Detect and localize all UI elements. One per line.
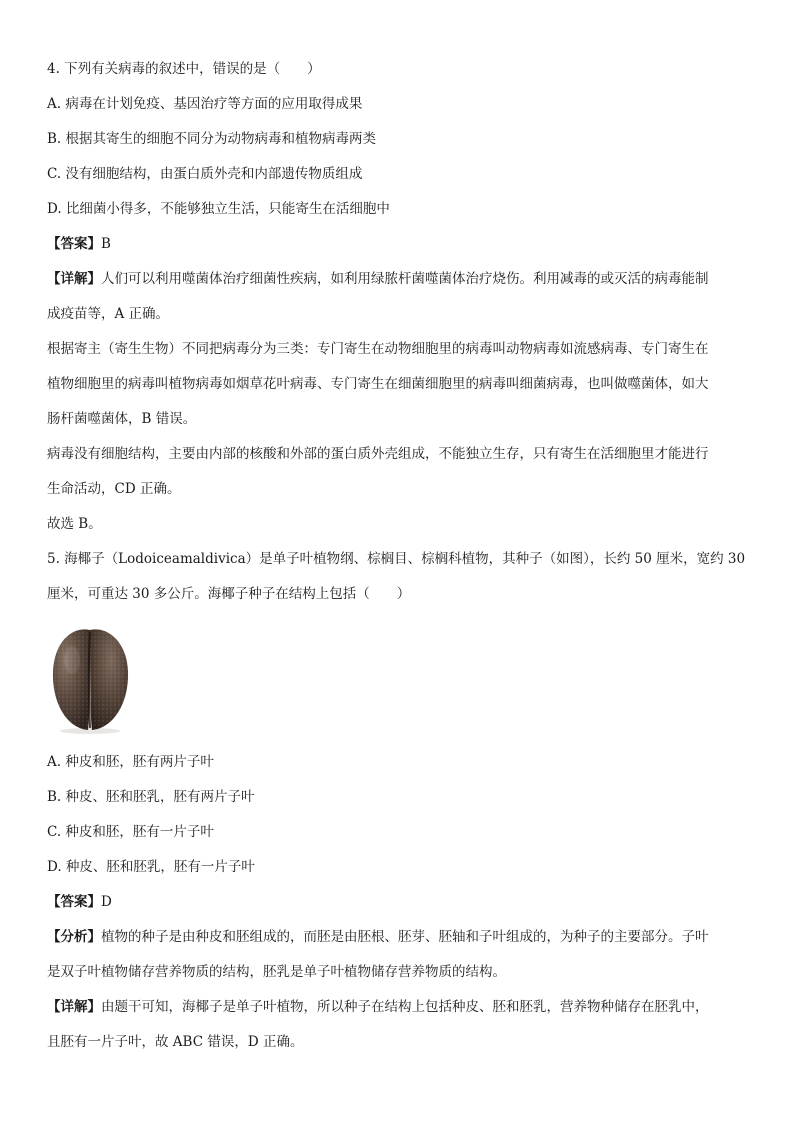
q5-option-a: A. 种皮和胚，胚有两片子叶 — [47, 754, 214, 770]
q4-detail-text-1: 人们可以利用噬菌体治疗细菌性疾病，如利用绿脓杆菌噬菌体治疗烧伤。利用减毒的或灭活的病毒能制 — [101, 271, 709, 287]
q5-stem-line-2: 厘米，可重达 30 多公斤。海椰子种子在结构上包括（ ） — [47, 586, 411, 602]
q5-detail-line-2: 且胚有一片子叶，故 ABC 错误，D 正确。 — [47, 1034, 304, 1050]
q4-detail-line-4: 植物细胞里的病毒叫植物病毒如烟草花叶病毒、专门寄生在细菌细胞里的病毒叫细菌病毒，也叫做噬菌体，如大 — [47, 376, 709, 392]
q5-analysis-tag: 【分析】 — [47, 929, 101, 945]
q4-detail-line-6: 病毒没有细胞结构，主要由内部的核酸和外部的蛋白质外壳组成，不能独立生存，只有寄生在活细胞里才能进行 — [47, 446, 709, 462]
q4-stem: 4. 下列有关病毒的叙述中，错误的是（ ） — [47, 61, 321, 77]
q4-answer-tag: 【答案】 — [47, 236, 101, 252]
q4-detail-line-1 — [47, 262, 747, 297]
q4-conclusion: 故选 B。 — [47, 516, 102, 532]
q5-analysis-text-1: 植物的种子是由种皮和胚组成的，而胚是由胚根、胚芽、胚轴和子叶组成的，为种子的主要部分。子叶 — [101, 929, 709, 945]
q4-option-a: A. 病毒在计划免疫、基因治疗等方面的应用取得成果 — [47, 96, 363, 112]
q4-option-c: C. 没有细胞结构，由蛋白质外壳和内部遗传物质组成 — [47, 166, 363, 182]
q5-analysis-line-2: 是双子叶植物储存营养物质的结构，胚乳是单子叶植物储存营养物质的结构。 — [47, 964, 506, 980]
q5-option-c: C. 种皮和胚，胚有一片子叶 — [47, 824, 214, 840]
q5-answer-tag: 【答案】 — [47, 894, 101, 910]
q4-detail-line-5: 肠杆菌噬菌体，B 错误。 — [47, 411, 197, 427]
q4-answer-value: B — [101, 236, 111, 252]
q4-detail-line-3: 根据寄主（寄生生物）不同把病毒分为三类：专门寄生在动物细胞里的病毒叫动物病毒如流感病毒、专门寄生在 — [47, 341, 709, 357]
q5-detail-line-1 — [47, 990, 747, 1025]
q5-option-d: D. 种皮、胚和胚乳，胚有一片子叶 — [47, 859, 255, 875]
q5-detail-tag: 【详解】 — [47, 999, 101, 1015]
q4-detail-line-2: 成疫苗等，A 正确。 — [47, 306, 170, 322]
q4-option-b: B. 根据其寄生的细胞不同分为动物病毒和植物病毒两类 — [47, 131, 377, 147]
q4-option-d: D. 比细菌小得多，不能够独立生活，只能寄生在活细胞中 — [47, 201, 390, 217]
q4-detail-line-7: 生命活动，CD 正确。 — [47, 481, 181, 497]
document-page — [47, 52, 747, 1060]
q5-option-b: B. 种皮、胚和胚乳，胚有两片子叶 — [47, 789, 255, 805]
q5-analysis-line-1 — [47, 920, 747, 955]
q5-detail-text-1: 由题干可知，海椰子是单子叶植物，所以种子在结构上包括种皮、胚和胚乳，营养物种储存在胚乳中， — [101, 999, 709, 1015]
q4-detail-tag: 【详解】 — [47, 271, 101, 287]
q5-answer — [47, 885, 747, 920]
q5-stem-line-1: 5. 海椰子（Lodoiceamaldivica）是单子叶植物纲、棕榈目、棕榈科植物，其种子（如图），长约 50 厘米，宽约 30 — [47, 551, 746, 567]
q5-answer-value: D — [101, 894, 112, 910]
q4-answer — [47, 227, 747, 262]
coco-de-mer-seed-image — [50, 620, 130, 735]
